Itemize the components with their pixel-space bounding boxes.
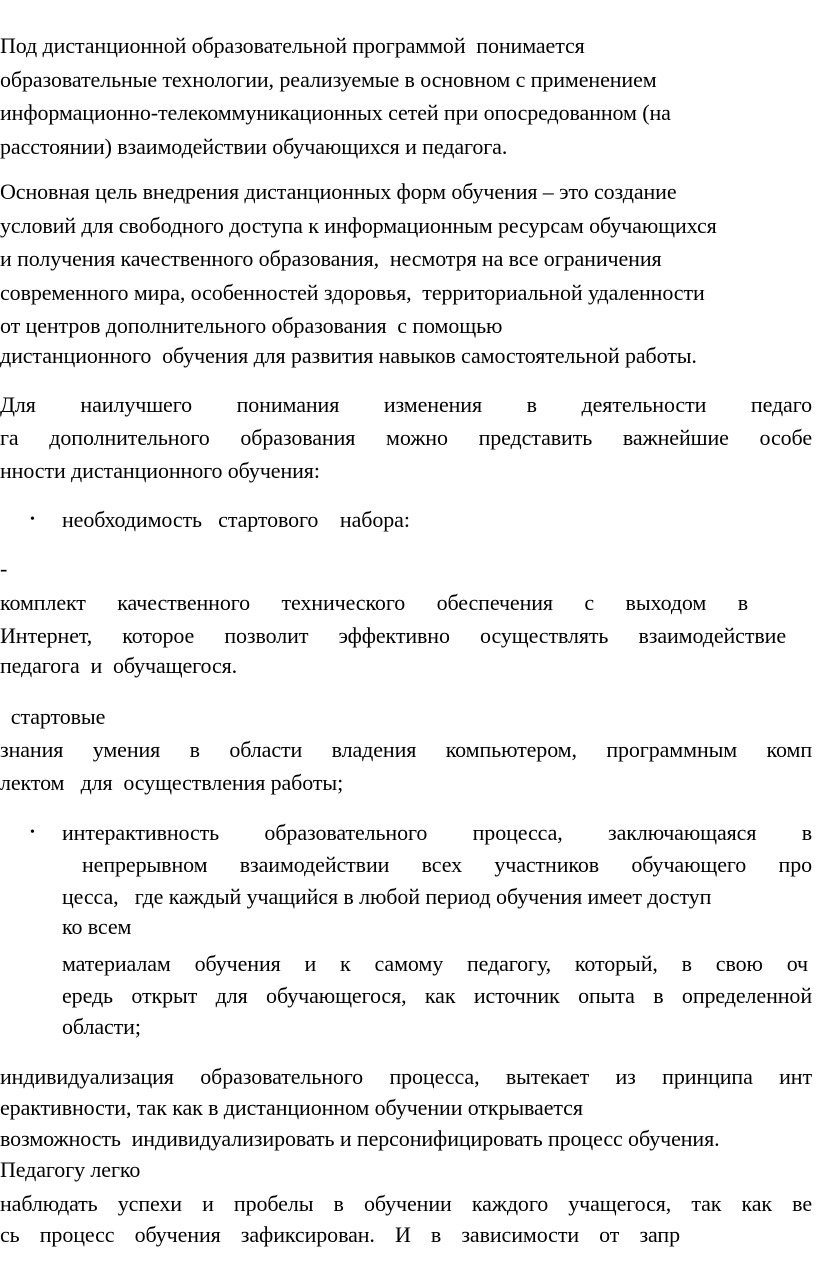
text-line: Педагогу легко xyxy=(0,1157,141,1182)
text-line: ко всем xyxy=(62,914,132,939)
text-line: интерактивность образовательного процесса, заключающаяся в xyxy=(62,820,812,845)
text-line: сь процесс обучения зафиксирован. И в зависимости от запр xyxy=(0,1222,680,1247)
text-line: педагога и обучащегося. xyxy=(0,653,238,678)
text-line: условий для свободного доступа к информационным ресурсам обучающихся xyxy=(0,213,717,238)
text-line: современного мира, особенностей здоровья, территориальной удаленности xyxy=(0,280,705,305)
text-line: и получения качественного образования, несмотря на все ограничения xyxy=(0,246,662,271)
text-line: непрерывном взаимодействии всех участников обучающего про xyxy=(82,852,812,877)
text-line: цесса, где каждый учащийся в любой период обучения имеет доступ xyxy=(62,884,712,909)
text-line: дистанционного обучения для развития навыков самостоятельной работы. xyxy=(0,343,697,368)
text-line: Интернет, которое позволит эффективно осуществлять взаимодействие xyxy=(0,623,786,648)
text-line: материалам обучения и к самому педагогу, который, в свою оч xyxy=(62,951,808,976)
text-line: га дополнительного образования можно представить важнейшие особе xyxy=(0,425,812,450)
text-line: стартовые xyxy=(0,704,106,729)
bullet-icon: • xyxy=(30,512,35,527)
text-line: информационно-телекоммуникационных сетей при опосредованном (на xyxy=(0,100,671,125)
text-line: от центров дополнительного образования с помощью xyxy=(0,313,503,338)
text-line: возможность индивидуализировать и персонифицировать процесс обучения. xyxy=(0,1126,720,1151)
text-line: лектом для осуществления работы; xyxy=(0,770,344,795)
text-line: нности дистанционного обучения: xyxy=(0,458,320,483)
bullet-icon: • xyxy=(30,825,35,840)
text-line: ерактивности, так как в дистанционном обучении открывается xyxy=(0,1095,583,1120)
text-line: расстоянии) взаимодействии обучающихся и педагога. xyxy=(0,134,508,159)
text-line: образовательные технологии, реализуемые в основном с применением xyxy=(0,67,657,92)
text-line: - xyxy=(0,556,8,581)
text-line: области; xyxy=(62,1014,141,1039)
text-line: комплект качественного технического обеспечения с выходом в xyxy=(0,590,748,615)
text-line: Под дистанционной образовательной программой понимается xyxy=(0,33,585,58)
text-line: ередь открыт для обучающегося, как источник опыта в определенной xyxy=(62,983,812,1008)
text-line: индивидуализация образовательного процесса, вытекает из принципа инт xyxy=(0,1064,812,1089)
text-line: знания умения в области владения компьютером, программным комп xyxy=(0,737,812,762)
text-line: Для наилучшего понимания изменения в деятельности педаго xyxy=(0,392,812,417)
text-line: Основная цель внедрения дистанционных форм обучения – это создание xyxy=(0,179,677,204)
text-line: необходимость стартового набора: xyxy=(62,507,410,532)
text-line: наблюдать успехи и пробелы в обучении каждого учащегося, так как ве xyxy=(0,1191,812,1216)
